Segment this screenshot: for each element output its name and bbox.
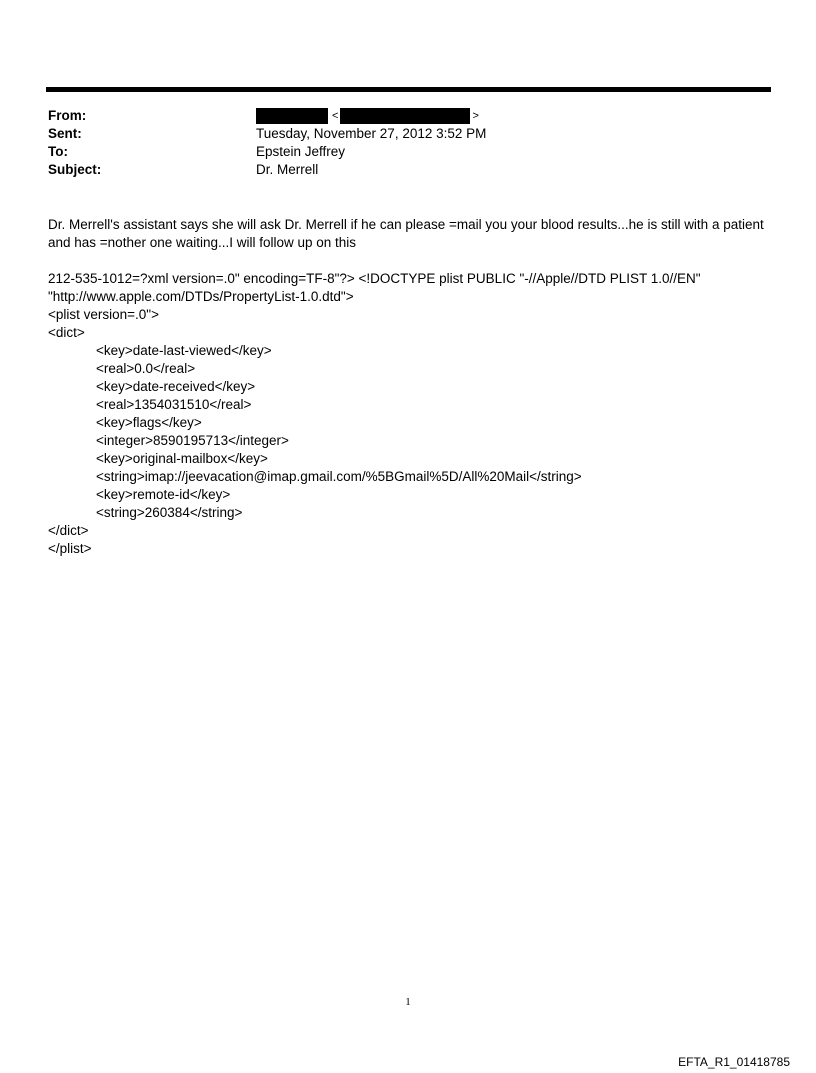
dict-entry: <real>1354031510</real>: [96, 397, 252, 412]
dict-entry: <key>original-mailbox</key>: [96, 451, 268, 466]
sent-label: Sent:: [48, 126, 82, 141]
bates-number: EFTA_R1_01418785: [678, 1055, 790, 1069]
plist-line: <plist version=.0">: [48, 307, 159, 322]
dict-entry: <real>0.0</real>: [96, 361, 196, 376]
dict-entry: <key>remote-id</key>: [96, 487, 231, 502]
header-divider: [46, 87, 771, 92]
to-row: [48, 143, 748, 161]
dict-entry: <key>date-last-viewed</key>: [96, 343, 272, 358]
dict-entry: <key>date-received</key>: [96, 379, 256, 394]
to-value: Epstein Jeffrey: [256, 144, 346, 159]
from-open-bracket: <: [332, 110, 339, 122]
subject-row: [48, 161, 748, 179]
message-line: and has =nother one waiting...I will follow up on this: [48, 235, 357, 250]
sent-row: [48, 125, 748, 143]
plist-closing-line: </dict>: [48, 523, 89, 538]
dict-entry: <string>260384</string>: [96, 505, 243, 520]
plist-closing-line: </plist>: [48, 541, 92, 556]
message-paragraph: [48, 216, 778, 252]
from-value: [256, 107, 479, 125]
page-number: 1: [405, 996, 411, 1008]
dict-entry: <integer>8590195713</integer>: [96, 433, 289, 448]
to-label: To:: [48, 144, 68, 159]
email-header: [48, 107, 748, 179]
sent-value: Tuesday, November 27, 2012 3:52 PM: [256, 126, 487, 141]
redacted-sender-name: [256, 108, 328, 124]
plist-line: "http://www.apple.com/DTDs/PropertyList-1.0.dtd">: [48, 289, 354, 304]
dict-entry: <string>imap://jeevacation@imap.gmail.com/%5BGmail%5D/All%20Mail</string>: [96, 469, 582, 484]
from-row: [48, 107, 748, 125]
subject-label: Subject:: [48, 162, 102, 177]
plist-line: 212-535-1012=?xml version=.0" encoding=TF-8"?> <!DOCTYPE plist PUBLIC "-//Apple//DTD PLIST 1.0//EN": [48, 271, 701, 286]
dict-entry: <key>flags</key>: [96, 415, 202, 430]
email-body: [48, 216, 778, 558]
from-close-bracket: >: [472, 110, 479, 122]
message-line: Dr. Merrell's assistant says she will ask Dr. Merrell if he can please =mail you your blood results...he is still with a patient: [48, 217, 764, 232]
redacted-sender-email: [340, 108, 470, 124]
plist-line: <dict>: [48, 325, 85, 340]
subject-value: Dr. Merrell: [256, 162, 319, 177]
from-label: From:: [48, 108, 87, 123]
plist-block: [48, 270, 778, 558]
